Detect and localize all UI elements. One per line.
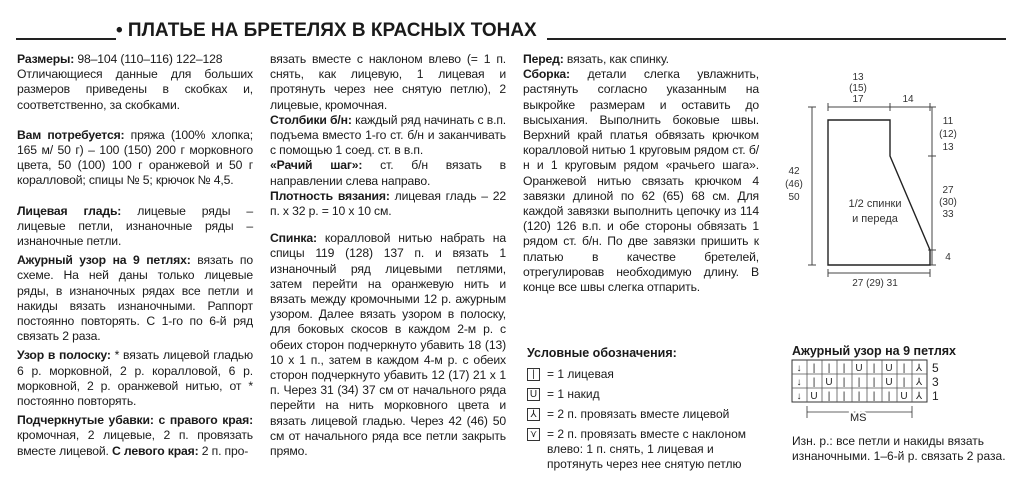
legend-text: = 1 накид — [547, 387, 600, 401]
legend — [527, 346, 767, 477]
svg-text:|: | — [812, 363, 816, 374]
stockinette-paragraph — [17, 204, 253, 250]
svg-text:|: | — [812, 377, 816, 388]
legend-item — [527, 387, 767, 402]
schematic-top-w-3: 17 — [852, 94, 864, 105]
text-column-1 — [17, 52, 253, 459]
crab-paragraph — [270, 158, 506, 188]
svg-text:|: | — [902, 377, 906, 388]
legend-text: = 2 п. провязать вместе с наклоном влево: 1 п. снять, 1 лицевая и протянуть через нее снятую петлю — [547, 427, 747, 471]
svg-text:↓: ↓ — [796, 377, 802, 388]
svg-text:U: U — [810, 391, 818, 402]
crab-value: ст. б/н вязать в направлении слева направо. — [270, 158, 506, 188]
svg-text:|: | — [827, 391, 831, 402]
stockinette-label: Лицевая гладь: — [17, 203, 122, 218]
svg-text:|: | — [827, 363, 831, 374]
svg-text:U: U — [885, 377, 893, 388]
back-paragraph — [270, 231, 506, 459]
schematic-left-3: 50 — [788, 192, 800, 203]
front-value: вязать, как спинку. — [563, 52, 669, 66]
decrease-paragraph — [17, 413, 253, 459]
schematic-top-side: 14 — [902, 94, 914, 105]
sizes-paragraph — [17, 52, 253, 113]
svg-text:U: U — [885, 363, 893, 374]
legend-title: Условные обозначения: — [527, 346, 677, 360]
schematic-label-2: и переда — [852, 213, 898, 225]
stockinette-value: лицевые ряды – лицевые петли, изнаночные ряды – изнаночные петли. — [17, 203, 253, 249]
schematic-right-top-2: (12) — [939, 129, 957, 140]
legend-text: = 1 лицевая — [547, 367, 614, 381]
svg-text:↓: ↓ — [796, 391, 802, 402]
sc-paragraph — [270, 113, 506, 159]
svg-text:⅄: ⅄ — [915, 377, 923, 388]
svg-text:U: U — [900, 391, 908, 402]
materials-paragraph — [17, 128, 253, 189]
schematic-right-mid-2: (30) — [939, 197, 957, 208]
legend-item — [527, 407, 767, 422]
crab-label: «Рачий шаг»: — [270, 158, 363, 173]
sc-value: каждый ряд начинать с в.п. подъема вместо 1-го ст. б/н и заканчивать с помощью 1 соед. ст. в в.п. — [270, 112, 507, 158]
gauge-paragraph — [270, 189, 506, 219]
assembly-value: детали слегка увлажнить, растянуть согласно указанным на выкройке размерам и оставить до высыхания. Выполнить боковые швы. Верхний край платья обвязать крючком коралловой нитью 1 круговым рядом ст. б/н и 1 круговым рядом «рачьего шага». Оранжевой нитью связать крючком 4 завязки длиной по 62 (65) 68 см. Для каждой завязки выполнить цепочку из 114 (120) 126 в.п. и обе стороны обвязать 1 рядом ст. б/н. По две завязки пришить к платью в качестве бретелей, отрегулировав необходимую длину. В конце все швы слегка отпарить. — [523, 67, 759, 295]
page-title: • ПЛАТЬЕ НА БРЕТЕЛЯХ В КРАСНЫХ ТОНАХ — [116, 20, 547, 42]
schematic-right-top-1: 11 — [942, 116, 954, 127]
svg-text:↓: ↓ — [796, 363, 802, 374]
decrease-value: кромочная, 2 лицевые, 2 п. провязать вместе лицевой. — [17, 428, 253, 458]
continuation-paragraph: вязать вместе с наклоном влево (= 1 п. снять, как лицевую, 1 лицевая и протянуть через нее снятую петлю), 2 лицевые, кромочная. — [270, 52, 506, 112]
sizes-value: 98–104 (110–116) 122–128 — [74, 52, 223, 66]
decrease-left-value: 2 п. про- — [198, 443, 249, 458]
chart-row-5: 5 — [932, 361, 939, 375]
stripe-label: Узор в полоску: — [17, 348, 111, 363]
schematic-top-w-2: (15) — [849, 83, 867, 94]
svg-text:|: | — [842, 391, 846, 402]
stripe-value: * вязать лицевой гладью 6 р. морковной, 2 р. коралловой, 6 р. морковной, 2 р. оранжевой нитью, от * постоянно повторять. — [17, 348, 253, 409]
chart-row-1: 1 — [932, 389, 939, 403]
lace-value: вязать по схеме. На ней даны только лицевые ряды, в изнаночных рядах все петли и накиды вязать изнаночными. Раппорт постоянно повторять. С 1-го по 6-й ряд связать 2 раза. — [17, 253, 253, 344]
svg-text:|: | — [857, 377, 861, 388]
front-label: Перед: — [523, 52, 564, 66]
gauge-value: лицевая гладь – 22 п. х 32 р. = 10 х 10 см. — [270, 188, 506, 219]
schematic-right-mid-1: 27 — [942, 185, 954, 196]
text-column-2 — [270, 52, 506, 459]
chart-ms-label: MS — [850, 412, 867, 424]
front-paragraph — [523, 52, 759, 67]
schematic-right-bottom: 4 — [945, 252, 951, 263]
svg-text:|: | — [842, 377, 846, 388]
svg-text:|: | — [857, 391, 861, 402]
legend-text: = 2 п. провязать вместе лицевой — [547, 407, 730, 421]
svg-text:|: | — [887, 391, 891, 402]
lace-chart — [790, 358, 965, 428]
svg-text:|: | — [872, 391, 876, 402]
sizes-label: Размеры: — [17, 52, 75, 66]
yarn-over-symbol-icon: U — [527, 388, 540, 401]
svg-text:|: | — [872, 363, 876, 374]
lace-chart-note: Изн. р.: все петли и накиды вязать изнаночными. 1–6-й р. связать 2 раза. — [792, 434, 1006, 463]
schematic-top-w-1: 13 — [852, 72, 864, 83]
text-column-3 — [523, 52, 759, 295]
materials-value: пряжа (100% хлопка; 165 м/ 50 г) – 100 (150) 200 г морковного цвета, 50 (100) 100 г оранжевой и 50 г коралловой; спицы № 5; крючок № 4,5. — [17, 127, 253, 188]
ssk-symbol-icon: ⋎ — [527, 428, 540, 441]
back-label: Спинка: — [270, 231, 317, 246]
chart-row-3: 3 — [932, 375, 939, 389]
back-value: коралловой нитью набрать на спицы 119 (128) 137 п. и вязать 1 изнаночный ряд лицевыми петлями, затем перейти на оранжевую нить и вязать между кромочными 12 р. ажурным узором. Далее вязать узором в полоску, для боковых скосов в каждом 2-м р. с обеих сторон подчеркнуто убавить 18 (13) 10 х 1 п., затем в каждом 4-м р. с обеих сторон подчеркнуто убавить 12 (17) 21 х 1 п. Через 31 (34) 37 см от начального ряда перейти на нить морковного цвета и вязать лицевой гладью. Через 42 (46) 50 см от начального ряда все петли закрыть прямо. — [270, 231, 506, 459]
decrease-label: Подчеркнутые убавки: с правого края: — [17, 413, 253, 428]
schematic-bottom-w: 27 (29) 31 — [852, 278, 898, 289]
sizes-note: Отличающиеся данные для больших размеров приведены в скобках и, соответственно, за скобками. — [17, 67, 253, 112]
schematic-shape — [828, 120, 930, 265]
assembly-label: Сборка: — [523, 67, 570, 82]
assembly-paragraph — [523, 67, 759, 295]
knit-symbol-icon: | — [527, 368, 540, 381]
schematic-label-1: 1/2 спинки — [848, 198, 902, 210]
schematic-left-1: 42 — [788, 166, 800, 177]
k2tog-symbol-icon: ⅄ — [527, 408, 540, 421]
svg-text:⅄: ⅄ — [915, 363, 923, 374]
materials-label: Вам потребуется: — [17, 127, 125, 142]
svg-text:U: U — [855, 363, 863, 374]
sc-label: Столбики б/н: — [270, 112, 352, 127]
svg-text:|: | — [872, 377, 876, 388]
legend-item — [527, 367, 767, 382]
decrease-left-label: С левого края: — [108, 443, 199, 458]
schematic-diagram — [770, 60, 1020, 295]
svg-text:|: | — [842, 363, 846, 374]
stripe-paragraph — [17, 348, 253, 409]
schematic-left-2: (46) — [785, 179, 803, 190]
lace-paragraph — [17, 253, 253, 344]
legend-item — [527, 427, 767, 472]
svg-text:|: | — [902, 363, 906, 374]
schematic-right-mid-3: 33 — [942, 209, 954, 220]
svg-text:U: U — [825, 377, 833, 388]
svg-text:⅄: ⅄ — [915, 391, 923, 402]
lace-chart-title: Ажурный узор на 9 петлях — [792, 344, 957, 358]
gauge-label: Плотность вязания: — [270, 188, 390, 203]
schematic-right-top-3: 13 — [942, 142, 954, 153]
lace-label: Ажурный узор на 9 петлях: — [17, 253, 191, 268]
